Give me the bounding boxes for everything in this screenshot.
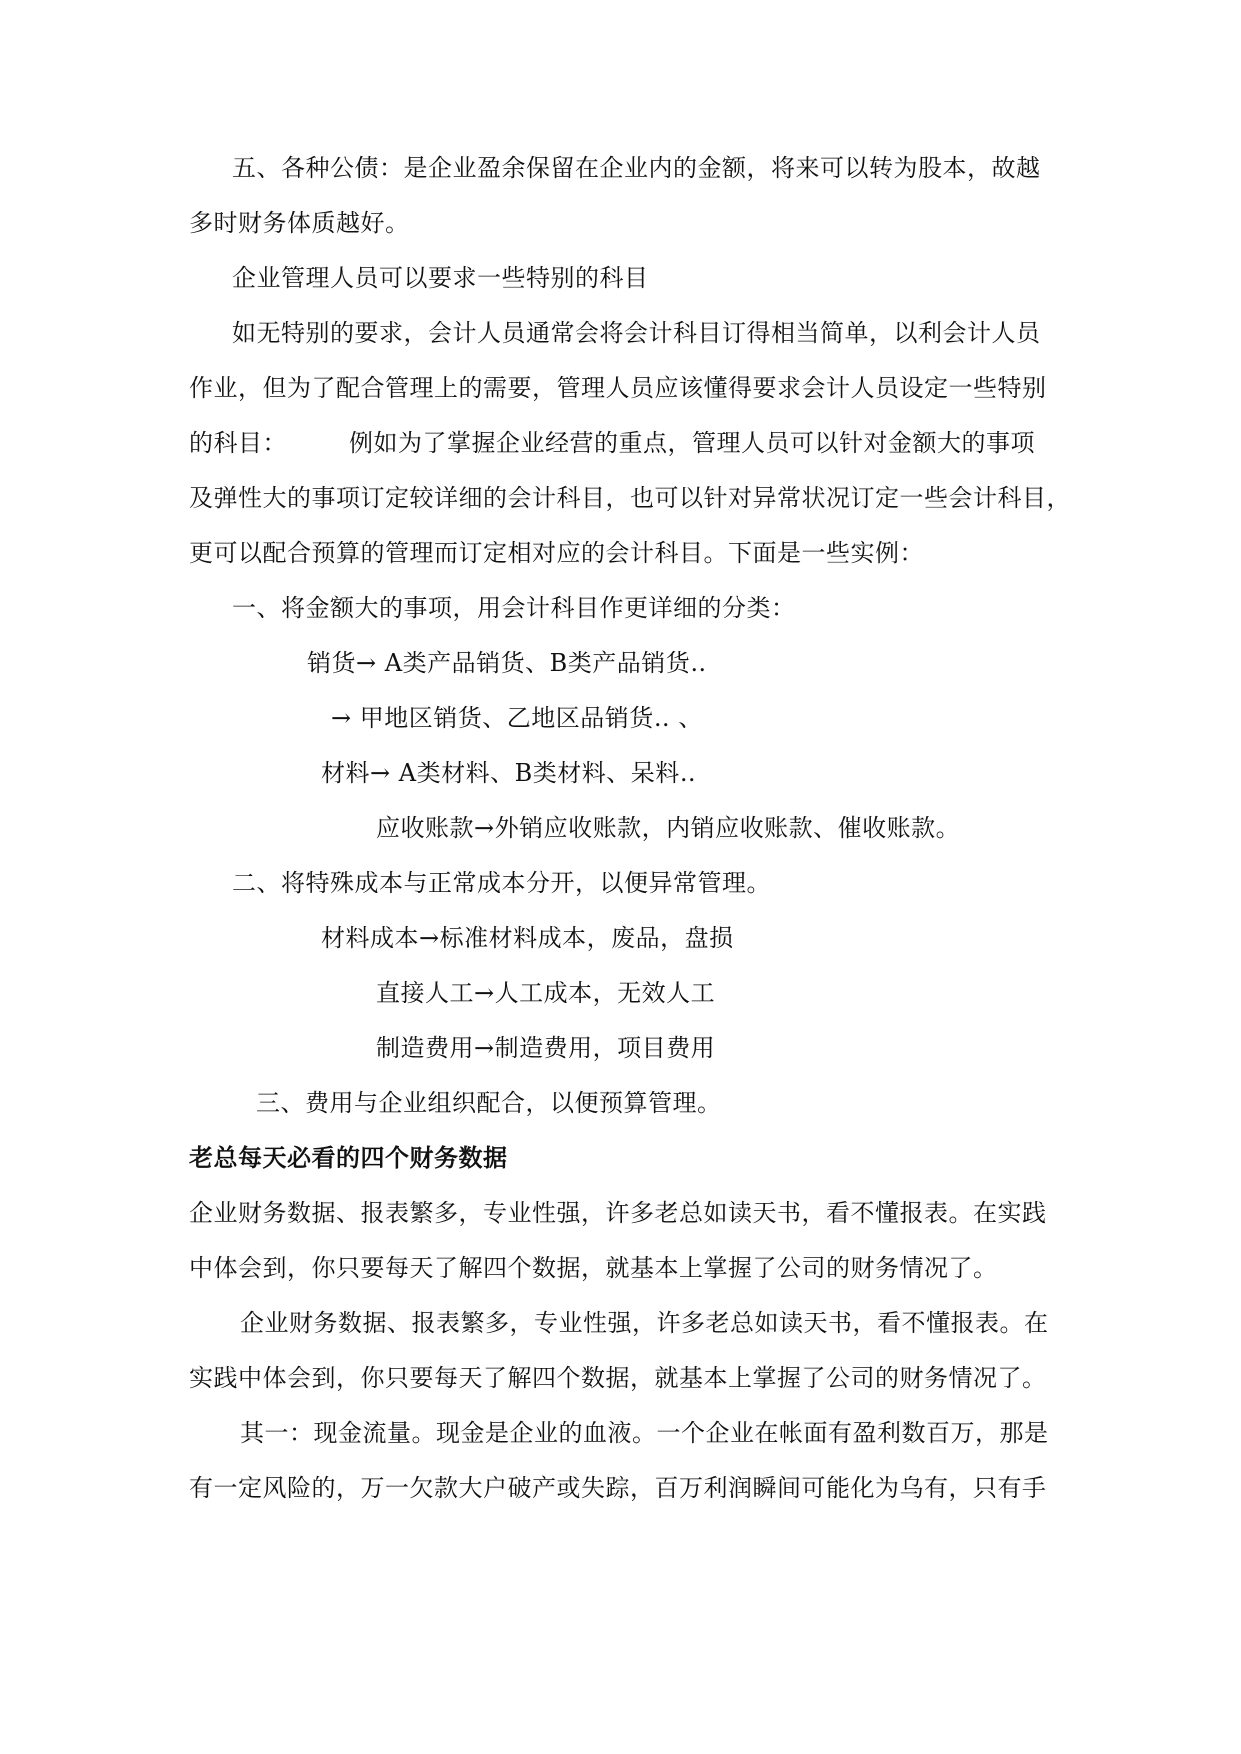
list-heading: 一、将金额大的事项，用会计科目作更详细的分类： bbox=[232, 594, 796, 622]
section-heading: 老总每天必看的四个财务数据 bbox=[189, 1144, 508, 1172]
paragraph-line: 如无特别的要求，会计人员通常会将会计科目订得相当简单，以利会计人员 bbox=[232, 319, 1041, 347]
list-heading: 二、将特殊成本与正常成本分开，以便异常管理。 bbox=[232, 869, 771, 897]
paragraph-line: 五、各种公债：是企业盈余保留在企业内的金额，将来可以转为股本，故越 bbox=[232, 154, 1041, 182]
paragraph-line: 企业财务数据、报表繁多，专业性强，许多老总如读天书，看不懂报表。在实践 bbox=[189, 1199, 1047, 1227]
paragraph-line: 企业财务数据、报表繁多，专业性强，许多老总如读天书，看不懂报表。在 bbox=[240, 1309, 1049, 1337]
list-item: 应收账款→外销应收账款，内销应收账款、催收账款。 bbox=[376, 814, 961, 842]
list-item: 材料成本→标准材料成本，废品，盘损 bbox=[321, 924, 734, 952]
paragraph-line: 作业，但为了配合管理上的需要，管理人员应该懂得要求会计人员设定一些特别 bbox=[189, 374, 1047, 402]
paragraph-line: 更可以配合预算的管理而订定相对应的会计科目。下面是一些实例： bbox=[189, 539, 924, 567]
paragraph-line bbox=[189, 427, 1035, 459]
paragraph-line-continuation: 例如为了掌握企业经营的重点，管理人员可以针对金额大的事项 bbox=[349, 429, 1035, 457]
paragraph-line: 实践中体会到，你只要每天了解四个数据，就基本上掌握了公司的财务情况了。 bbox=[189, 1364, 1047, 1392]
paragraph-line: 中体会到，你只要每天了解四个数据，就基本上掌握了公司的财务情况了。 bbox=[189, 1254, 998, 1282]
list-heading: 三、费用与企业组织配合，以便预算管理。 bbox=[256, 1089, 722, 1117]
list-item: 直接人工→人工成本，无效人工 bbox=[376, 979, 716, 1007]
list-item: 销货→ A类产品销货、B类产品销货‥ bbox=[307, 649, 707, 677]
list-item: 制造费用→制造费用，项目费用 bbox=[376, 1034, 716, 1062]
paragraph-line: 其一：现金流量。现金是企业的血液。一个企业在帐面有盈利数百万，那是 bbox=[240, 1419, 1049, 1447]
paragraph-line: 有一定风险的，万一欠款大户破产或失踪，百万利润瞬间可能化为乌有，只有手 bbox=[189, 1474, 1047, 1502]
paragraph-line: 多时财务体质越好。 bbox=[189, 209, 410, 237]
paragraph-line-start: 的科目： bbox=[189, 429, 287, 457]
list-item: → 甲地区销货、乙地区品销货‥ 、 bbox=[331, 704, 703, 732]
paragraph-line: 及弹性大的事项订定较详细的会计科目，也可以针对异常状况订定一些会计科目， bbox=[189, 484, 1071, 512]
list-item: 材料→ A类材料、B类材料、呆料‥ bbox=[321, 759, 697, 787]
paragraph-line: 企业管理人员可以要求一些特别的科目 bbox=[232, 264, 649, 292]
